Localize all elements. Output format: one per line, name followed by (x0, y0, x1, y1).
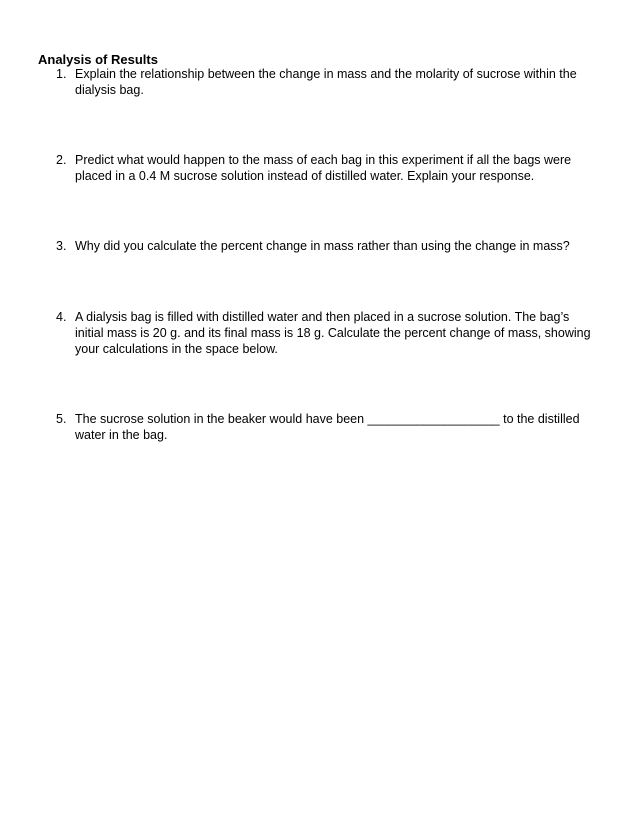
question-line: your calculations in the space below. (75, 342, 278, 356)
question-line: placed in a 0.4 M sucrose solution instead of distilled water. Explain your response. (75, 169, 535, 183)
question-number: 3. (56, 239, 67, 253)
question-text (75, 238, 596, 254)
question-text (75, 309, 596, 357)
question-line: water in the bag. (75, 428, 168, 442)
question-3 (56, 238, 596, 254)
question-number: 5. (56, 412, 67, 426)
question-line: Predict what would happen to the mass of each bag in this experiment if all the bags were (75, 153, 572, 167)
question-1 (56, 66, 596, 98)
question-text (75, 66, 596, 98)
question-text (75, 152, 596, 184)
section-heading: Analysis of Results (38, 52, 158, 67)
question-4 (56, 309, 596, 357)
question-line: initial mass is 20 g. and its final mass is 18 g. Calculate the percent change of mass, showing (75, 326, 591, 340)
question-number: 1. (56, 67, 67, 81)
question-line: dialysis bag. (75, 83, 144, 97)
question-line: The sucrose solution in the beaker would have been ___________________ to the distilled (75, 412, 580, 426)
question-line: Why did you calculate the percent change in mass rather than using the change in mass? (75, 239, 570, 253)
question-number: 2. (56, 153, 67, 167)
question-line: Explain the relationship between the change in mass and the molarity of sucrose within the (75, 67, 577, 81)
question-line: A dialysis bag is filled with distilled water and then placed in a sucrose solution. The bag’s (75, 310, 570, 324)
question-text (75, 411, 596, 443)
question-2 (56, 152, 596, 184)
question-5 (56, 411, 596, 443)
question-number: 4. (56, 310, 67, 324)
